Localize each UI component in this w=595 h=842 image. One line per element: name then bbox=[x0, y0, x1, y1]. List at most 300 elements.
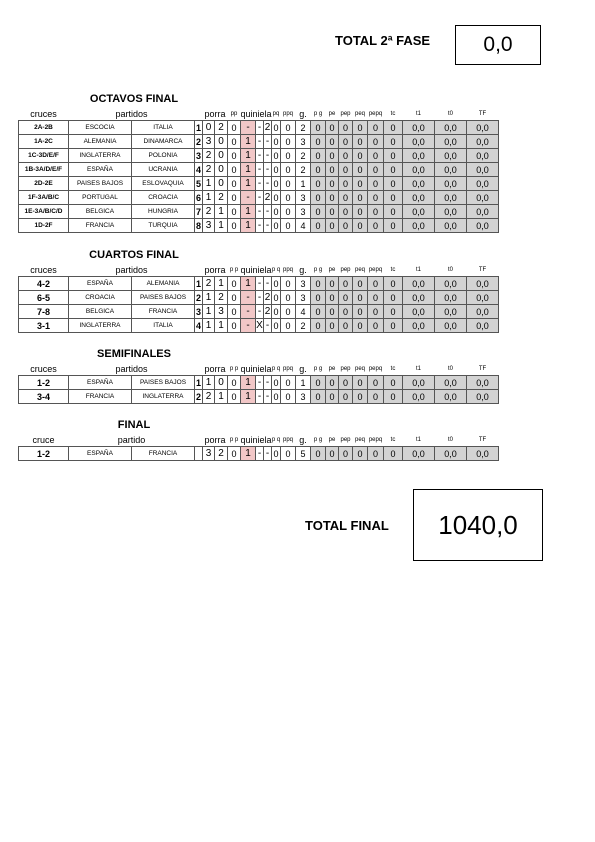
cell-peq: 0 bbox=[353, 149, 368, 163]
cell-g: 2 bbox=[296, 319, 311, 333]
cell-pe: 0 bbox=[326, 121, 339, 135]
cell-tf: 0,0 bbox=[467, 135, 499, 149]
cell-p1: 1 bbox=[203, 191, 215, 205]
cell-peq: 0 bbox=[353, 390, 368, 404]
header-row bbox=[19, 363, 499, 376]
cell-t1: 0,0 bbox=[403, 191, 435, 205]
cell-q2: - bbox=[256, 305, 264, 319]
cell-pg: 0 bbox=[311, 305, 326, 319]
cell-visit: PAISES BAJOS bbox=[132, 291, 195, 305]
cell-pepq: 0 bbox=[368, 191, 384, 205]
cell-g: 3 bbox=[296, 135, 311, 149]
cell-pq: 0 bbox=[273, 306, 279, 317]
header-pep: pep bbox=[340, 111, 351, 117]
header-t1: t1 bbox=[416, 267, 422, 273]
header-t1: t1 bbox=[416, 366, 422, 372]
cell-q3: - bbox=[264, 163, 272, 177]
cell-p1: 2 bbox=[203, 149, 215, 163]
cell-local: BELGICA bbox=[69, 205, 132, 219]
cell-visit: ESLOVAQUIA bbox=[132, 177, 195, 191]
header-ppq: ppq bbox=[283, 437, 294, 443]
cell-ppq: 0 bbox=[281, 319, 296, 333]
cell-tc: 0 bbox=[384, 277, 403, 291]
cell-t1: 0,0 bbox=[403, 305, 435, 319]
cell-p2: 0 bbox=[215, 163, 228, 177]
cell-tc: 0 bbox=[384, 291, 403, 305]
header-t1: t1 bbox=[416, 437, 422, 443]
table-row bbox=[19, 291, 499, 305]
table-row bbox=[19, 219, 499, 233]
cell-t1: 0,0 bbox=[403, 177, 435, 191]
cell-p2: 2 bbox=[215, 191, 228, 205]
table-row bbox=[19, 319, 499, 333]
cell-peq: 0 bbox=[353, 135, 368, 149]
cell-tc: 0 bbox=[384, 163, 403, 177]
cell-cruce: 3-1 bbox=[19, 319, 69, 333]
cell-pe: 0 bbox=[326, 135, 339, 149]
cell-local: ESCOCIA bbox=[69, 121, 132, 135]
cell-t0: 0,0 bbox=[435, 149, 467, 163]
cuartos-table bbox=[18, 264, 499, 333]
cell-pep: 0 bbox=[339, 291, 353, 305]
cell-tc: 0 bbox=[384, 305, 403, 319]
cell-local: ESPAÑA bbox=[69, 277, 132, 291]
header-tf: TF bbox=[478, 267, 487, 273]
cell-g: 3 bbox=[296, 277, 311, 291]
cell-tf: 0,0 bbox=[467, 191, 499, 205]
header-quiniela: quiniela bbox=[240, 435, 272, 445]
cell-q3: 2 bbox=[264, 122, 271, 133]
header-pe: pe bbox=[328, 437, 336, 443]
cell-pg: 0 bbox=[311, 149, 326, 163]
cell-p1: 3 bbox=[203, 135, 215, 149]
table-row bbox=[19, 191, 499, 205]
cell-q2: - bbox=[256, 205, 264, 219]
cell-peq: 0 bbox=[353, 177, 368, 191]
cell-pp: 0 bbox=[228, 163, 241, 177]
cell-pq: 0 bbox=[273, 192, 279, 203]
cell-pq: 0 bbox=[273, 136, 279, 147]
cell-q3: - bbox=[264, 390, 272, 404]
cell-q2: - bbox=[256, 149, 264, 163]
header-tc: tc bbox=[390, 437, 396, 443]
cell-pepq: 0 bbox=[368, 447, 384, 461]
cell-cruce: 1B-3A/D/E/F bbox=[19, 163, 69, 177]
header-blank bbox=[195, 363, 203, 376]
header-t0: t0 bbox=[448, 366, 454, 372]
cell-p1: 2 bbox=[203, 390, 215, 404]
table-row bbox=[19, 277, 499, 291]
cell-t0: 0,0 bbox=[435, 277, 467, 291]
cell-ppq: 0 bbox=[281, 121, 296, 135]
cell-pep: 0 bbox=[339, 447, 353, 461]
cell-pp: 0 bbox=[228, 376, 241, 390]
cell-pepq: 0 bbox=[368, 291, 384, 305]
cell-q1: 1 bbox=[241, 135, 256, 149]
header-pepq: pepq bbox=[368, 366, 383, 372]
cell-q2: - bbox=[256, 219, 264, 233]
cell-visit: ITALIA bbox=[132, 121, 195, 135]
cell-t0: 0,0 bbox=[435, 390, 467, 404]
cell-q1: - bbox=[241, 291, 256, 305]
cell-tc: 0 bbox=[384, 219, 403, 233]
cell-cruce: 1D-2F bbox=[19, 219, 69, 233]
header-pg: p g bbox=[313, 366, 323, 372]
cell-tf: 0,0 bbox=[467, 319, 499, 333]
cell-q2: - bbox=[256, 376, 264, 390]
cell-tc: 0 bbox=[384, 121, 403, 135]
cell-pe: 0 bbox=[326, 191, 339, 205]
cell-q1: - bbox=[241, 191, 256, 205]
cell-cruce: 7-8 bbox=[19, 305, 69, 319]
cell-t0: 0,0 bbox=[435, 163, 467, 177]
cell-peq: 0 bbox=[353, 219, 368, 233]
cell-t0: 0,0 bbox=[435, 219, 467, 233]
cell-pg: 0 bbox=[311, 390, 326, 404]
cell-p1: 1 bbox=[203, 177, 215, 191]
cell-tc: 0 bbox=[384, 177, 403, 191]
cell-pp: 0 bbox=[228, 135, 241, 149]
cell-pe: 0 bbox=[326, 205, 339, 219]
cell-q3: - bbox=[264, 135, 272, 149]
cuartos-title: CUARTOS FINAL bbox=[89, 249, 179, 261]
cell-t1: 0,0 bbox=[403, 447, 435, 461]
cell-tc: 0 bbox=[384, 135, 403, 149]
final-title: FINAL bbox=[117, 419, 151, 431]
cell-peq: 0 bbox=[353, 305, 368, 319]
header-pe: pe bbox=[328, 366, 336, 372]
cell-peq: 0 bbox=[353, 277, 368, 291]
cell-p2: 0 bbox=[215, 376, 228, 390]
cell-pg: 0 bbox=[311, 319, 326, 333]
cell-t1: 0,0 bbox=[403, 149, 435, 163]
cell-q1: 1 bbox=[241, 177, 256, 191]
cell-visit: ITALIA bbox=[132, 319, 195, 333]
cell-pg: 0 bbox=[311, 376, 326, 390]
cell-n: 3 bbox=[195, 150, 201, 161]
cell-pep: 0 bbox=[339, 121, 353, 135]
cell-pp: 0 bbox=[228, 277, 241, 291]
header-blank bbox=[195, 264, 203, 277]
total-final-value: 1040,0 bbox=[438, 509, 518, 540]
cell-pe: 0 bbox=[326, 305, 339, 319]
cell-g: 5 bbox=[296, 447, 311, 461]
cell-pq: 0 bbox=[273, 292, 279, 303]
cell-ppq: 0 bbox=[281, 163, 296, 177]
header-cruces: cruce bbox=[32, 435, 55, 445]
header-tf: TF bbox=[478, 111, 487, 117]
header-ppq: ppq bbox=[283, 267, 294, 273]
cell-pepq: 0 bbox=[368, 121, 384, 135]
cell-pep: 0 bbox=[339, 319, 353, 333]
header-pg: p g bbox=[313, 437, 323, 443]
cell-p2: 0 bbox=[215, 149, 228, 163]
cell-local: ESPAÑA bbox=[69, 447, 132, 461]
cell-n: 1 bbox=[195, 122, 201, 133]
header-blank bbox=[195, 108, 203, 121]
cell-q2: - bbox=[256, 135, 264, 149]
cell-p2: 2 bbox=[215, 447, 228, 461]
cell-ppq: 0 bbox=[281, 447, 296, 461]
cell-q1: 1 bbox=[241, 219, 256, 233]
header-pp: p p bbox=[229, 267, 239, 273]
cell-local: INGLATERRA bbox=[69, 149, 132, 163]
cell-visit: TURQUIA bbox=[132, 219, 195, 233]
cell-visit: ALEMANIA bbox=[132, 277, 195, 291]
cell-t0: 0,0 bbox=[435, 319, 467, 333]
cell-visit: CROACIA bbox=[132, 191, 195, 205]
cell-tf: 0,0 bbox=[467, 390, 499, 404]
cell-q1: 1 bbox=[241, 205, 256, 219]
cell-t0: 0,0 bbox=[435, 447, 467, 461]
cell-q3: - bbox=[264, 447, 272, 461]
cell-tc: 0 bbox=[384, 447, 403, 461]
cell-pg: 0 bbox=[311, 447, 326, 461]
header-g: g. bbox=[299, 109, 307, 119]
cell-tf: 0,0 bbox=[467, 149, 499, 163]
header-tf: TF bbox=[478, 437, 487, 443]
cell-local: PAISES BAJOS bbox=[69, 177, 132, 191]
cell-q3: 2 bbox=[264, 292, 271, 303]
cell-tf: 0,0 bbox=[467, 291, 499, 305]
cell-p1: 2 bbox=[203, 277, 215, 291]
cell-visit: DINAMARCA bbox=[132, 135, 195, 149]
cell-p2: 0 bbox=[215, 177, 228, 191]
cell-pq: 0 bbox=[273, 164, 279, 175]
cell-pp: 0 bbox=[228, 219, 241, 233]
cell-p1: 0 bbox=[203, 121, 215, 135]
cell-pp: 0 bbox=[228, 319, 241, 333]
cell-t0: 0,0 bbox=[435, 376, 467, 390]
cell-t0: 0,0 bbox=[435, 135, 467, 149]
header-tf: TF bbox=[478, 366, 487, 372]
cell-n: 4 bbox=[195, 164, 201, 175]
cell-peq: 0 bbox=[353, 376, 368, 390]
cell-p1: 3 bbox=[203, 219, 215, 233]
cell-ppq: 0 bbox=[281, 191, 296, 205]
cell-visit: INGLATERRA bbox=[132, 390, 195, 404]
header-pq: p q bbox=[271, 267, 281, 273]
cell-local: ESPAÑA bbox=[69, 376, 132, 390]
cell-p2: 1 bbox=[215, 277, 228, 291]
header-row bbox=[19, 264, 499, 277]
cell-pep: 0 bbox=[339, 277, 353, 291]
cell-pepq: 0 bbox=[368, 149, 384, 163]
header-peq: peq bbox=[355, 437, 366, 443]
cell-p2: 3 bbox=[215, 305, 228, 319]
total-fase-value: 0,0 bbox=[483, 33, 513, 56]
cell-pq: 0 bbox=[273, 391, 279, 402]
cell-visit: HUNGRIA bbox=[132, 205, 195, 219]
cell-pep: 0 bbox=[339, 163, 353, 177]
cell-tf: 0,0 bbox=[467, 219, 499, 233]
header-t0: t0 bbox=[448, 267, 454, 273]
cell-cruce: 6-5 bbox=[19, 291, 69, 305]
cell-q1: 1 bbox=[241, 277, 256, 291]
total-final-label: TOTAL FINAL bbox=[305, 518, 389, 533]
cell-q3: 2 bbox=[264, 192, 271, 203]
cell-ppq: 0 bbox=[281, 390, 296, 404]
cell-q2: - bbox=[256, 291, 264, 305]
cell-pq: 0 bbox=[273, 320, 279, 331]
cell-p1: 2 bbox=[203, 163, 215, 177]
header-row bbox=[19, 434, 499, 447]
cell-ppq: 0 bbox=[281, 135, 296, 149]
cell-cruce: 4-2 bbox=[19, 277, 69, 291]
header-cruces: cruces bbox=[30, 109, 57, 119]
cell-peq: 0 bbox=[353, 291, 368, 305]
table-row bbox=[19, 121, 499, 135]
cell-g: 3 bbox=[296, 390, 311, 404]
cell-pp: 0 bbox=[228, 390, 241, 404]
cell-q1: 1 bbox=[241, 390, 256, 404]
cell-pg: 0 bbox=[311, 205, 326, 219]
cell-local: INGLATERRA bbox=[69, 319, 132, 333]
header-row bbox=[19, 108, 499, 121]
cell-pp: 0 bbox=[228, 191, 241, 205]
header-pp: pp bbox=[230, 111, 238, 117]
cell-p1: 2 bbox=[203, 205, 215, 219]
cell-n bbox=[195, 447, 203, 461]
cell-p1: 1 bbox=[203, 319, 215, 333]
total-fase-label: TOTAL 2ª FASE bbox=[335, 33, 431, 48]
cell-tf: 0,0 bbox=[467, 305, 499, 319]
header-pq: p q bbox=[271, 366, 281, 372]
cell-pe: 0 bbox=[326, 177, 339, 191]
header-g: g. bbox=[299, 265, 307, 275]
cell-pp: 0 bbox=[228, 305, 241, 319]
cell-peq: 0 bbox=[353, 447, 368, 461]
cell-q2: - bbox=[256, 447, 264, 461]
cell-n: 6 bbox=[195, 192, 201, 203]
cell-pep: 0 bbox=[339, 149, 353, 163]
cell-peq: 0 bbox=[353, 319, 368, 333]
cell-pq: 0 bbox=[273, 206, 279, 217]
header-partidos: partidos bbox=[115, 364, 148, 374]
cell-q1: - bbox=[241, 319, 256, 333]
cell-pep: 0 bbox=[339, 390, 353, 404]
header-pp: p p bbox=[229, 437, 239, 443]
header-pe: pe bbox=[328, 111, 336, 117]
cell-tf: 0,0 bbox=[467, 163, 499, 177]
header-ppq: ppq bbox=[283, 366, 294, 372]
cell-q1: - bbox=[241, 121, 256, 135]
cell-t1: 0,0 bbox=[403, 319, 435, 333]
cell-pp: 0 bbox=[228, 291, 241, 305]
cell-q1: 1 bbox=[241, 376, 256, 390]
cell-ppq: 0 bbox=[281, 205, 296, 219]
cell-n: 1 bbox=[195, 377, 201, 388]
cell-q1: 1 bbox=[241, 149, 256, 163]
header-peq: peq bbox=[355, 366, 366, 372]
cell-pep: 0 bbox=[339, 177, 353, 191]
octavos-table bbox=[18, 108, 499, 233]
header-g: g. bbox=[299, 435, 307, 445]
cell-tf: 0,0 bbox=[467, 121, 499, 135]
cell-pep: 0 bbox=[339, 135, 353, 149]
cell-pg: 0 bbox=[311, 191, 326, 205]
header-pep: pep bbox=[340, 267, 351, 273]
cell-visit: FRANCIA bbox=[132, 305, 195, 319]
cell-n: 4 bbox=[195, 320, 201, 331]
cell-ppq: 0 bbox=[281, 219, 296, 233]
cell-t1: 0,0 bbox=[403, 376, 435, 390]
cell-p2: 1 bbox=[215, 219, 228, 233]
cell-tc: 0 bbox=[384, 376, 403, 390]
cell-q2: - bbox=[256, 277, 264, 291]
cell-q1: 1 bbox=[241, 447, 256, 461]
cell-tf: 0,0 bbox=[467, 205, 499, 219]
cell-pep: 0 bbox=[339, 205, 353, 219]
cell-pq: 0 bbox=[273, 278, 279, 289]
header-tc: tc bbox=[390, 366, 396, 372]
cell-pq: 0 bbox=[273, 122, 279, 133]
cell-q3: - bbox=[264, 277, 272, 291]
cell-visit: POLONIA bbox=[132, 149, 195, 163]
cell-cruce: 1A-2C bbox=[19, 135, 69, 149]
cell-t1: 0,0 bbox=[403, 219, 435, 233]
cell-n: 5 bbox=[195, 178, 201, 189]
cell-t0: 0,0 bbox=[435, 121, 467, 135]
cell-pq: 0 bbox=[273, 178, 279, 189]
header-quiniela: quiniela bbox=[240, 364, 272, 374]
cell-g: 4 bbox=[296, 305, 311, 319]
header-pq: p q bbox=[271, 437, 281, 443]
cell-tc: 0 bbox=[384, 149, 403, 163]
header-quiniela: quiniela bbox=[240, 109, 272, 119]
cell-pepq: 0 bbox=[368, 376, 384, 390]
cell-pepq: 0 bbox=[368, 305, 384, 319]
cell-cruce: 1-2 bbox=[19, 376, 69, 390]
cell-pp: 0 bbox=[228, 447, 241, 461]
cell-q2: - bbox=[256, 163, 264, 177]
cell-ppq: 0 bbox=[281, 149, 296, 163]
table-row bbox=[19, 135, 499, 149]
cell-peq: 0 bbox=[353, 121, 368, 135]
cell-pe: 0 bbox=[326, 277, 339, 291]
cell-cruce: 1E-3A/B/C/D bbox=[19, 205, 69, 219]
header-pg: p g bbox=[313, 267, 323, 273]
cell-local: CROACIA bbox=[69, 291, 132, 305]
cell-pepq: 0 bbox=[368, 390, 384, 404]
cell-tf: 0,0 bbox=[467, 277, 499, 291]
cell-g: 3 bbox=[296, 191, 311, 205]
cell-peq: 0 bbox=[353, 205, 368, 219]
cell-tc: 0 bbox=[384, 390, 403, 404]
cell-n: 3 bbox=[195, 306, 201, 317]
cell-pg: 0 bbox=[311, 219, 326, 233]
cell-pq: 0 bbox=[273, 448, 279, 459]
cell-pe: 0 bbox=[326, 390, 339, 404]
cell-p1: 1 bbox=[203, 291, 215, 305]
cell-pg: 0 bbox=[311, 277, 326, 291]
cell-pp: 0 bbox=[228, 149, 241, 163]
cell-g: 1 bbox=[296, 376, 311, 390]
header-porra: porra bbox=[204, 364, 226, 374]
cell-g: 2 bbox=[296, 121, 311, 135]
total-final-box bbox=[413, 489, 543, 561]
header-quiniela: quiniela bbox=[240, 265, 272, 275]
header-cruces: cruces bbox=[30, 364, 57, 374]
cell-pep: 0 bbox=[339, 219, 353, 233]
cell-pepq: 0 bbox=[368, 219, 384, 233]
cell-g: 2 bbox=[296, 149, 311, 163]
cell-q3: - bbox=[264, 205, 272, 219]
header-partidos: partido bbox=[117, 435, 146, 445]
cell-pepq: 0 bbox=[368, 319, 384, 333]
cell-pe: 0 bbox=[326, 291, 339, 305]
cell-q3: - bbox=[264, 149, 272, 163]
